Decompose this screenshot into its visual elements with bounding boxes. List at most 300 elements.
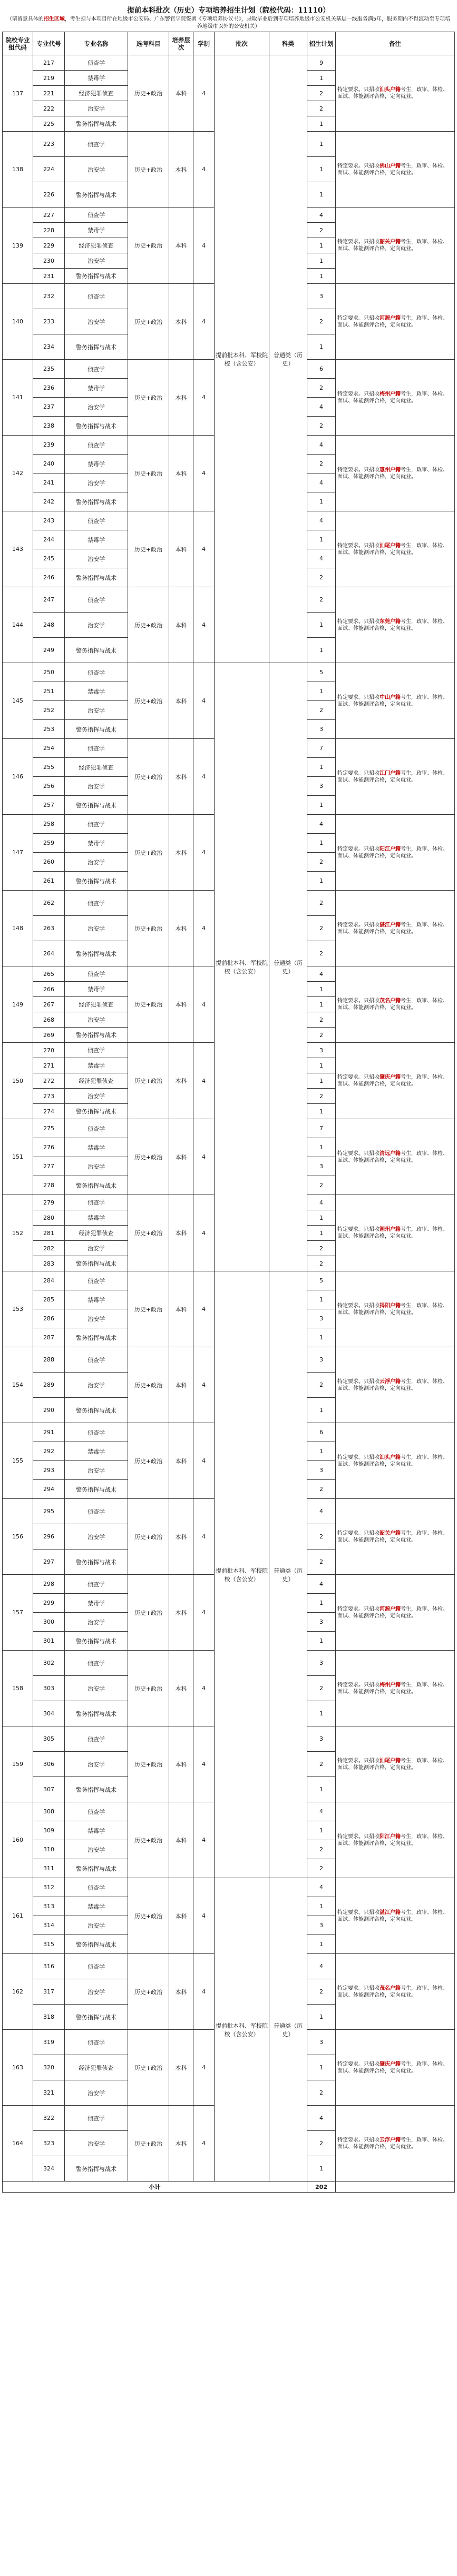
major-name-cell: 治安学 (65, 2080, 128, 2106)
quota-cell: 1 (307, 71, 336, 86)
major-name-cell: 治安学 (65, 1089, 128, 1104)
group-code-cell: 149 (3, 966, 33, 1043)
remark-text-end: 考生，政审、体检、面试、体能测评合格，定向就业。 (337, 1150, 448, 1163)
major-name-cell: 警务指挥与战术 (65, 941, 128, 966)
quota-cell: 2 (307, 587, 336, 613)
major-code-cell: 288 (33, 1347, 65, 1373)
major-name-cell: 侦查学 (65, 511, 128, 530)
major-name-cell: 侦查学 (65, 1423, 128, 1442)
major-name-cell: 警务指挥与战术 (65, 638, 128, 663)
remark-city: 肇庆 (380, 1074, 390, 1080)
major-name-cell: 警务指挥与战术 (65, 568, 128, 587)
major-code-cell: 291 (33, 1423, 65, 1442)
header-batch: 批次 (215, 32, 269, 55)
quota-cell: 4 (307, 1195, 336, 1210)
quota-cell: 4 (307, 511, 336, 530)
quota-cell: 1 (307, 238, 336, 253)
remark-household: 户籍 (390, 770, 401, 776)
remark-city: 云浮 (380, 2137, 390, 2143)
major-code-cell: 282 (33, 1241, 65, 1256)
remark-text-end: 考生，政审、体检、面试、体能测评合格，定向就业。 (337, 998, 448, 1011)
remarks-cell (336, 1878, 455, 1954)
years-cell: 4 (193, 360, 215, 436)
header-major-name: 专业名称 (65, 32, 128, 55)
level-cell: 本科 (169, 132, 193, 208)
major-code-cell: 238 (33, 417, 65, 436)
quota-cell: 2 (307, 1176, 336, 1195)
remark-city: 河源 (380, 315, 390, 321)
remark-city: 汕尾 (380, 542, 390, 549)
major-name-cell: 警务指挥与战术 (65, 116, 128, 132)
group-code-cell: 143 (3, 511, 33, 587)
level-cell: 本科 (169, 1347, 193, 1423)
group-code-cell: 140 (3, 284, 33, 360)
major-name-cell: 侦查学 (65, 1726, 128, 1752)
years-cell: 4 (193, 1271, 215, 1347)
quota-cell: 3 (307, 1726, 336, 1752)
group-code-cell: 159 (3, 1726, 33, 1802)
quota-cell: 1 (307, 997, 336, 1012)
subjects-cell: 历史+政治 (128, 815, 169, 891)
remarks-cell (336, 966, 455, 1043)
major-code-cell: 239 (33, 436, 65, 455)
major-name-cell: 治安学 (65, 1157, 128, 1176)
header-years: 学制 (193, 32, 215, 55)
major-name-cell: 警务指挥与战术 (65, 1549, 128, 1575)
years-cell: 4 (193, 511, 215, 587)
remarks-cell (336, 587, 455, 663)
remarks-cell (336, 1726, 455, 1802)
subjects-cell: 历史+政治 (128, 1043, 169, 1119)
group-code-cell: 146 (3, 739, 33, 815)
major-code-cell: 299 (33, 1594, 65, 1613)
remark-household: 户籍 (390, 1909, 401, 1916)
major-code-cell: 258 (33, 815, 65, 834)
major-code-cell: 319 (33, 2030, 65, 2055)
batch-cell: 提前批本科、军校院校（含公安） (215, 1271, 269, 1878)
major-code-cell: 248 (33, 613, 65, 638)
major-name-cell: 禁毒学 (65, 1442, 128, 1461)
major-name-cell: 禁毒学 (65, 530, 128, 549)
subjects-cell: 历史+政治 (128, 511, 169, 587)
major-name-cell: 治安学 (65, 1461, 128, 1480)
years-cell: 4 (193, 815, 215, 891)
major-name-cell: 侦查学 (65, 815, 128, 834)
major-code-cell: 261 (33, 872, 65, 891)
group-code-cell: 148 (3, 891, 33, 966)
major-code-cell: 277 (33, 1157, 65, 1176)
major-name-cell: 禁毒学 (65, 682, 128, 701)
group-code-cell: 163 (3, 2030, 33, 2106)
quota-cell: 1 (307, 1821, 336, 1840)
quota-cell: 4 (307, 1878, 336, 1897)
remark-city: 湛江 (380, 1909, 390, 1916)
remark-city: 潮州 (380, 1227, 390, 1232)
major-code-cell: 298 (33, 1575, 65, 1594)
header-category: 科类 (269, 32, 307, 55)
major-name-cell: 经济犯罪侦查 (65, 1226, 128, 1241)
remark-household: 户籍 (390, 87, 401, 93)
major-code-cell: 303 (33, 1676, 65, 1701)
group-code-cell: 151 (3, 1119, 33, 1195)
major-name-cell: 治安学 (65, 613, 128, 638)
major-code-cell: 284 (33, 1271, 65, 1290)
remark-household: 户籍 (390, 694, 401, 700)
header-level: 培养层次 (169, 32, 193, 55)
years-cell: 4 (193, 1726, 215, 1802)
quota-cell: 2 (307, 916, 336, 941)
major-name-cell: 禁毒学 (65, 982, 128, 997)
major-code-cell: 230 (33, 253, 65, 269)
remarks-cell (336, 1802, 455, 1878)
remark-household: 户籍 (390, 239, 401, 245)
quota-cell: 1 (307, 1328, 336, 1347)
major-code-cell: 263 (33, 916, 65, 941)
quota-cell: 3 (307, 1651, 336, 1676)
major-name-cell: 经济犯罪侦查 (65, 997, 128, 1012)
quota-cell: 3 (307, 777, 336, 796)
major-code-cell: 302 (33, 1651, 65, 1676)
subjects-cell: 历史+政治 (128, 436, 169, 511)
major-code-cell: 272 (33, 1073, 65, 1089)
major-code-cell: 279 (33, 1195, 65, 1210)
remark-text: 特定要求。只招收 (337, 1606, 380, 1612)
group-code-cell: 137 (3, 55, 33, 132)
major-code-cell: 308 (33, 1802, 65, 1821)
major-code-cell: 251 (33, 682, 65, 701)
quota-cell: 1 (307, 2005, 336, 2030)
level-cell: 本科 (169, 284, 193, 360)
major-name-cell: 治安学 (65, 1979, 128, 2005)
major-name-cell: 警务指挥与战术 (65, 1028, 128, 1043)
remarks-cell (336, 511, 455, 587)
quota-cell: 2 (307, 223, 336, 238)
quota-cell: 2 (307, 101, 336, 116)
subjects-cell: 历史+政治 (128, 1878, 169, 1954)
remark-city: 佛山 (380, 163, 390, 169)
major-name-cell: 侦查学 (65, 1954, 128, 1979)
quota-cell: 1 (307, 116, 336, 132)
major-code-cell: 217 (33, 55, 65, 71)
major-code-cell: 268 (33, 1012, 65, 1028)
major-code-cell: 260 (33, 853, 65, 872)
subjects-cell: 历史+政治 (128, 1954, 169, 2030)
remark-text-end: 考生，政审、体检、面试、体能测评合格，定向就业。 (337, 1530, 448, 1543)
major-name-cell: 经济犯罪侦查 (65, 86, 128, 101)
total-row (3, 2182, 455, 2193)
level-cell: 本科 (169, 966, 193, 1043)
remark-text: 特定要求。只招收 (337, 391, 380, 397)
remark-text: 特定要求。只招收 (337, 1985, 380, 1991)
remark-household: 户籍 (390, 2061, 401, 2067)
quota-cell: 2 (307, 2080, 336, 2106)
remarks-cell (336, 436, 455, 511)
major-name-cell: 治安学 (65, 1241, 128, 1256)
remark-household: 户籍 (390, 391, 401, 397)
major-code-cell: 222 (33, 101, 65, 116)
major-name-cell: 侦查学 (65, 1195, 128, 1210)
remark-household: 户籍 (390, 315, 401, 321)
major-name-cell: 治安学 (65, 1012, 128, 1028)
remarks-cell (336, 1651, 455, 1726)
major-name-cell: 治安学 (65, 549, 128, 568)
quota-cell: 4 (307, 208, 336, 223)
major-code-cell: 301 (33, 1632, 65, 1651)
quota-cell: 2 (307, 309, 336, 334)
major-code-cell: 285 (33, 1290, 65, 1309)
group-code-cell: 142 (3, 436, 33, 511)
remark-household: 户籍 (390, 1758, 401, 1764)
remark-text: 特定要求。只招收 (337, 1454, 380, 1460)
level-cell: 本科 (169, 1802, 193, 1878)
major-code-cell: 235 (33, 360, 65, 379)
subjects-cell: 历史+政治 (128, 1423, 169, 1499)
quota-cell: 2 (307, 1859, 336, 1878)
major-name-cell: 警务指挥与战术 (65, 2156, 128, 2182)
major-code-cell: 283 (33, 1256, 65, 1271)
major-code-cell: 289 (33, 1373, 65, 1398)
remark-text: 特定要求。只招收 (337, 618, 380, 625)
years-cell: 4 (193, 1347, 215, 1423)
major-name-cell: 治安学 (65, 1524, 128, 1549)
quota-cell: 1 (307, 1138, 336, 1157)
major-name-cell: 侦查学 (65, 1802, 128, 1821)
level-cell: 本科 (169, 55, 193, 132)
subjects-cell: 历史+政治 (128, 1802, 169, 1878)
major-name-cell: 治安学 (65, 398, 128, 417)
group-code-cell: 157 (3, 1575, 33, 1651)
quota-cell: 2 (307, 86, 336, 101)
remark-text: 特定要求。只招收 (337, 1833, 380, 1840)
group-code-cell: 145 (3, 663, 33, 739)
quota-cell: 2 (307, 417, 336, 436)
remark-text: 特定要求。只招收 (337, 542, 380, 549)
remark-city: 江门 (380, 770, 390, 776)
major-name-cell: 侦查学 (65, 739, 128, 758)
major-name-cell: 治安学 (65, 1373, 128, 1398)
level-cell: 本科 (169, 1726, 193, 1802)
remark-text-end: 考生，政审、体检、面试、体能测评合格，定向就业。 (337, 542, 448, 556)
remark-text: 特定要求。只招收 (337, 2061, 380, 2067)
major-code-cell: 264 (33, 941, 65, 966)
quota-cell: 1 (307, 1701, 336, 1726)
major-code-cell: 317 (33, 1979, 65, 2005)
level-cell: 本科 (169, 1271, 193, 1347)
category-cell: 普通类（历史） (269, 1271, 307, 1878)
quota-cell: 2 (307, 1012, 336, 1028)
enrollment-plan-table (2, 32, 455, 2193)
major-name-cell: 治安学 (65, 1840, 128, 1859)
major-code-cell: 273 (33, 1089, 65, 1104)
level-cell: 本科 (169, 1499, 193, 1575)
subjects-cell: 历史+政治 (128, 663, 169, 739)
years-cell: 4 (193, 587, 215, 663)
years-cell: 4 (193, 2030, 215, 2106)
remark-text: 特定要求。只招收 (337, 846, 380, 852)
remark-household: 户籍 (390, 1074, 401, 1080)
major-code-cell: 300 (33, 1613, 65, 1632)
subjects-cell: 历史+政治 (128, 1651, 169, 1726)
remark-city: 云浮 (380, 1378, 390, 1385)
level-cell: 本科 (169, 1575, 193, 1651)
major-name-cell: 警务指挥与战术 (65, 1632, 128, 1651)
major-name-cell: 警务指挥与战术 (65, 182, 128, 208)
level-cell: 本科 (169, 1651, 193, 1726)
remark-household: 户籍 (390, 1606, 401, 1612)
major-code-cell: 297 (33, 1549, 65, 1575)
remarks-cell (336, 360, 455, 436)
major-code-cell: 286 (33, 1309, 65, 1328)
quota-cell: 1 (307, 1210, 336, 1226)
remark-text-end: 考生，政审、体检、面试、体能测评合格，定向就业。 (337, 1074, 448, 1087)
major-code-cell: 278 (33, 1176, 65, 1195)
remark-city: 韶关 (380, 1530, 390, 1536)
remark-text: 特定要求。只招收 (337, 694, 380, 700)
quota-cell: 5 (307, 1271, 336, 1290)
table-row (3, 1878, 455, 1897)
remark-text-end: 考生，政审、体检、面试、体能测评合格，定向就业。 (337, 1454, 448, 1467)
remark-city: 中山 (380, 694, 390, 700)
level-cell: 本科 (169, 511, 193, 587)
table-row (3, 1271, 455, 1290)
quota-cell: 2 (307, 1549, 336, 1575)
quota-cell: 2 (307, 1480, 336, 1499)
major-name-cell: 侦查学 (65, 2030, 128, 2055)
table-body (3, 55, 455, 2193)
quota-cell: 1 (307, 1777, 336, 1802)
remark-text-end: 考生，政审、体检、面试、体能测评合格，定向就业。 (337, 694, 448, 707)
major-code-cell: 232 (33, 284, 65, 309)
remark-text: 特定要求。只招收 (337, 770, 380, 776)
remark-text-end: 考生，政审、体检、面试、体能测评合格，定向就业。 (337, 239, 448, 252)
major-name-cell: 警务指挥与战术 (65, 1859, 128, 1878)
quota-cell: 2 (307, 1840, 336, 1859)
major-code-cell: 254 (33, 739, 65, 758)
remarks-cell (336, 2030, 455, 2106)
remark-household: 户籍 (390, 922, 401, 928)
remarks-cell (336, 1347, 455, 1423)
subjects-cell: 历史+政治 (128, 360, 169, 436)
quota-cell: 2 (307, 1241, 336, 1256)
group-code-cell: 164 (3, 2106, 33, 2182)
remark-city: 茂名 (380, 998, 390, 1004)
subjects-cell: 历史+政治 (128, 55, 169, 132)
remark-city: 茂名 (380, 1985, 390, 1991)
subjects-cell: 历史+政治 (128, 587, 169, 663)
quota-cell: 1 (307, 334, 336, 360)
quota-cell: 2 (307, 1979, 336, 2005)
quota-cell: 1 (307, 834, 336, 853)
years-cell: 4 (193, 1043, 215, 1119)
subjects-cell: 历史+政治 (128, 1575, 169, 1651)
remark-text-end: 考生，政审、体检、面试、体能测评合格，定向就业。 (337, 1833, 448, 1847)
quota-cell: 3 (307, 1347, 336, 1373)
quota-cell: 4 (307, 1954, 336, 1979)
remarks-cell (336, 132, 455, 208)
remarks-cell (336, 739, 455, 815)
quota-cell: 1 (307, 682, 336, 701)
remark-household: 户籍 (390, 998, 401, 1004)
remarks-cell (336, 1195, 455, 1271)
major-name-cell: 警务指挥与战术 (65, 334, 128, 360)
quota-cell: 4 (307, 815, 336, 834)
major-name-cell: 禁毒学 (65, 223, 128, 238)
years-cell: 4 (193, 663, 215, 739)
major-name-cell: 治安学 (65, 1916, 128, 1935)
subjects-cell: 历史+政治 (128, 739, 169, 815)
level-cell: 本科 (169, 1423, 193, 1499)
quota-cell: 1 (307, 872, 336, 891)
remark-household: 户籍 (390, 1150, 401, 1157)
group-code-cell: 161 (3, 1878, 33, 1954)
total-remarks-empty (336, 2182, 455, 2193)
quota-cell: 2 (307, 1028, 336, 1043)
major-code-cell: 231 (33, 269, 65, 284)
level-cell: 本科 (169, 739, 193, 815)
major-name-cell: 警务指挥与战术 (65, 417, 128, 436)
remark-text-end: 考生，政审、体检、面试、体能测评合格，定向就业。 (337, 391, 448, 404)
quota-cell: 3 (307, 1309, 336, 1328)
remarks-cell (336, 55, 455, 132)
major-name-cell: 禁毒学 (65, 379, 128, 398)
table-row (3, 55, 455, 71)
years-cell: 4 (193, 208, 215, 284)
years-cell: 4 (193, 739, 215, 815)
quota-cell: 1 (307, 2156, 336, 2182)
major-code-cell: 241 (33, 473, 65, 492)
major-name-cell: 侦查学 (65, 966, 128, 982)
years-cell: 4 (193, 132, 215, 208)
major-code-cell: 322 (33, 2106, 65, 2131)
major-code-cell: 306 (33, 1752, 65, 1777)
level-cell: 本科 (169, 1195, 193, 1271)
major-code-cell: 304 (33, 1701, 65, 1726)
major-name-cell: 治安学 (65, 1752, 128, 1777)
major-code-cell: 244 (33, 530, 65, 549)
remark-household: 户籍 (390, 846, 401, 852)
major-name-cell: 治安学 (65, 2131, 128, 2156)
remark-text-end: 考生，政审、体检、面试、体能测评合格，定向就业。 (337, 1985, 448, 1998)
remark-household: 户籍 (390, 618, 401, 625)
admission-note (6, 16, 451, 31)
major-name-cell: 治安学 (65, 853, 128, 872)
level-cell: 本科 (169, 436, 193, 511)
remarks-cell (336, 1954, 455, 2030)
major-name-cell: 警务指挥与战术 (65, 1328, 128, 1347)
subjects-cell: 历史+政治 (128, 966, 169, 1043)
remark-city: 湛江 (380, 922, 390, 928)
remark-city: 肇庆 (380, 2061, 390, 2067)
quota-cell: 5 (307, 663, 336, 682)
quota-cell: 2 (307, 455, 336, 473)
years-cell: 4 (193, 1878, 215, 1954)
remark-city: 惠州 (380, 467, 390, 473)
remarks-cell (336, 1575, 455, 1651)
level-cell: 本科 (169, 2030, 193, 2106)
major-name-cell: 侦查学 (65, 1119, 128, 1138)
major-name-cell: 侦查学 (65, 1575, 128, 1594)
level-cell: 本科 (169, 891, 193, 966)
major-name-cell: 警务指挥与战术 (65, 1104, 128, 1119)
major-name-cell: 治安学 (65, 777, 128, 796)
quota-cell: 9 (307, 55, 336, 71)
major-name-cell: 侦查学 (65, 663, 128, 682)
years-cell: 4 (193, 1575, 215, 1651)
quota-cell: 3 (307, 284, 336, 309)
category-cell: 普通类（历史） (269, 55, 307, 663)
page-title: 提前本科批次（历史）专项培养招生计划（院校代码：11110） (127, 6, 330, 15)
remark-city: 揭阳 (380, 1302, 390, 1309)
